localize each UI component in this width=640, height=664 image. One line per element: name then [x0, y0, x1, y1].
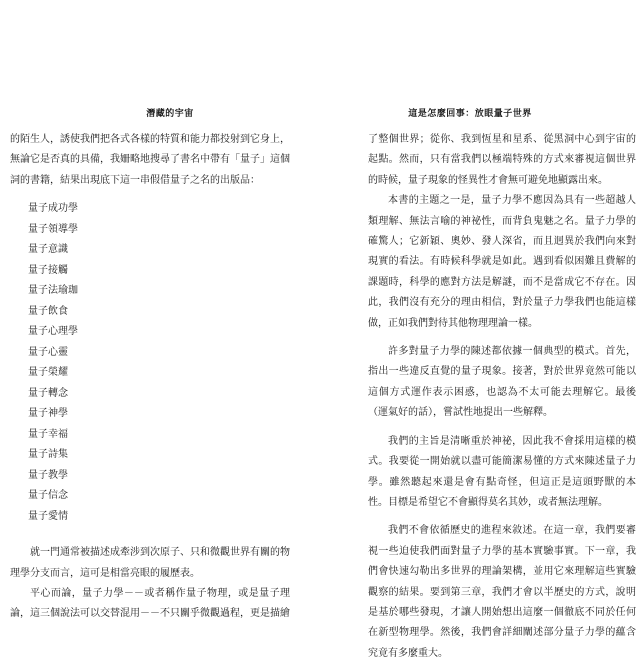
text-line: 我們不會依循歷史的進程來敘述。在這一章，我們要審視一	[368, 525, 636, 557]
book-title-item: 量子領導學	[28, 223, 78, 235]
right-paragraph-3	[368, 342, 636, 424]
text-line: 解、無法言喻的神祕性，而背負鬼魅之名。量子力學的確驚人；	[368, 215, 637, 248]
right-page-body	[368, 130, 636, 664]
text-line: 相信，對於量子力學我們也能這樣做，正如我們對待其他物理理	[368, 297, 637, 329]
book-title-item: 量子愛情	[28, 510, 68, 522]
text-line: 然而，只有當我們以極端特殊的方式來審視這個世界的時候，量	[368, 154, 637, 186]
text-line: 一些違反直覺的量子現象。接著，對於世界竟然可能以這個方式	[368, 366, 637, 398]
left-page	[0, 0, 320, 640]
text-line: 運作表示困惑，也認為不太可能去理解它。最後（運氣好的話），	[368, 386, 636, 419]
book-title-list	[28, 199, 290, 527]
text-line: 我要從一開始就以盡可能簡潔易懂的方式來陳述量子力學。雖然	[368, 456, 637, 488]
text-line: 有時候科學就是如此。遇到看似困難且費解的課題時，科學的應	[368, 256, 637, 288]
left-paragraph-3	[10, 584, 290, 625]
left-paragraph-2	[10, 543, 290, 584]
book-title-item: 量子心靈	[28, 346, 68, 358]
left-page-body	[10, 130, 290, 625]
right-paragraph-1	[368, 130, 636, 191]
text-line: 無論它是否真的具備，我姍略地搜尋了書名中帶有「量子」這個	[10, 154, 290, 166]
right-paragraph-4	[368, 432, 636, 514]
text-line: 平心而論，量子力學－－或者稱作量子物理，或是量子理	[30, 588, 290, 600]
spacer	[368, 334, 636, 342]
text-line: 對方法是解謎，而不是當成它不存在。因此，我們沒有充分的理由	[368, 276, 637, 309]
text-line: 就一門通常被描述成牽涉到次原子、只和微觀世界有關的物	[30, 547, 290, 559]
text-line: 聽起來還是會有點奇怪，但這正是這頭野獸的本性。目標是希望	[368, 476, 636, 508]
right-running-head: 這是怎麼回事：放眼量子世界	[408, 109, 532, 119]
text-line: 論一樣。	[498, 317, 538, 329]
book-title-item: 量子信念	[28, 490, 68, 502]
text-line: 要到第三章，我們才會以半歷史的方式，說明是基於哪些發現，	[368, 586, 637, 618]
book-title-item: 量子榮耀	[28, 367, 68, 379]
text-line: 的陌生人，誘使我們把各式各樣的特質和能力都投射到它身上，	[10, 134, 290, 145]
text-line: 論，這三個說法可以交替混用－－不只關乎微觀過程，更是描繪	[10, 608, 290, 620]
text-line: 理學分支而言，這可是相當亮眼的履歷表。	[10, 567, 200, 579]
book-title-item: 量子心理學	[28, 326, 78, 338]
text-line: 我們會詳細闡述部分量子力學的蘊含究竟有多麼重大。	[368, 627, 637, 659]
book-title-item: 量子意識	[28, 244, 68, 256]
text-line: 許多對量子力學的陳述都依據一個典型的模式。首先，指出	[368, 346, 636, 378]
book-title-item: 量子成功學	[28, 203, 78, 215]
right-paragraph-2	[368, 191, 636, 334]
text-line: 我們的主旨是清晰重於神祕，因此我不會採用這樣的模式。	[368, 435, 636, 468]
spacer	[368, 513, 636, 521]
book-title-item: 量子轉念	[28, 387, 68, 399]
book-title-item: 量子教學	[28, 469, 68, 481]
text-line: 了整個世界；從你、我到恆星和星系、從黑洞中心到宇宙的起點。	[368, 134, 636, 166]
spacer	[10, 527, 290, 543]
text-line: 些迫使我們面對量子力學的基本實驗事實。下一章，我們會快速	[368, 545, 637, 578]
book-title-item: 量子幸福	[28, 428, 68, 440]
book-title-item: 量子詩集	[28, 449, 68, 461]
book-title-item: 量子飲食	[28, 305, 68, 317]
text-line: 它不會顯得莫名其妙，或者無法理解。	[438, 496, 608, 508]
left-intro-paragraph	[10, 130, 290, 191]
right-page	[320, 0, 640, 659]
spacer	[368, 424, 636, 432]
book-title-item: 量子接觸	[28, 264, 68, 276]
text-line: 才讓人開始想出這麼一個徹底不同於任何在新型物理學。然後，	[368, 606, 637, 639]
text-line: 詞的書籍，結果出現底下這一串假借量子之名的出版品：	[10, 174, 260, 186]
book-title-item: 量子法瑜珈	[28, 285, 78, 297]
text-line: 它新穎、奧妙、發人深省，而且迥異於我們向來對現實的看法。	[368, 236, 637, 268]
left-running-head: 潛藏的宇宙	[146, 109, 194, 119]
book-title-item: 量子神學	[28, 408, 68, 420]
text-line: 本書的主題之一是，量子力學不應因為具有一些超越人類理	[368, 195, 636, 227]
text-line: 子現象的怪異性才會無可避免地顯露出來。	[418, 174, 608, 186]
right-paragraph-5	[368, 521, 636, 664]
text-line: 勾勒出多世界的理論架構，並用它來理解這些實驗觀察的結果。	[368, 566, 637, 598]
spacer	[10, 191, 290, 199]
text-line: 嘗試性地提出一些解釋。	[443, 407, 553, 419]
